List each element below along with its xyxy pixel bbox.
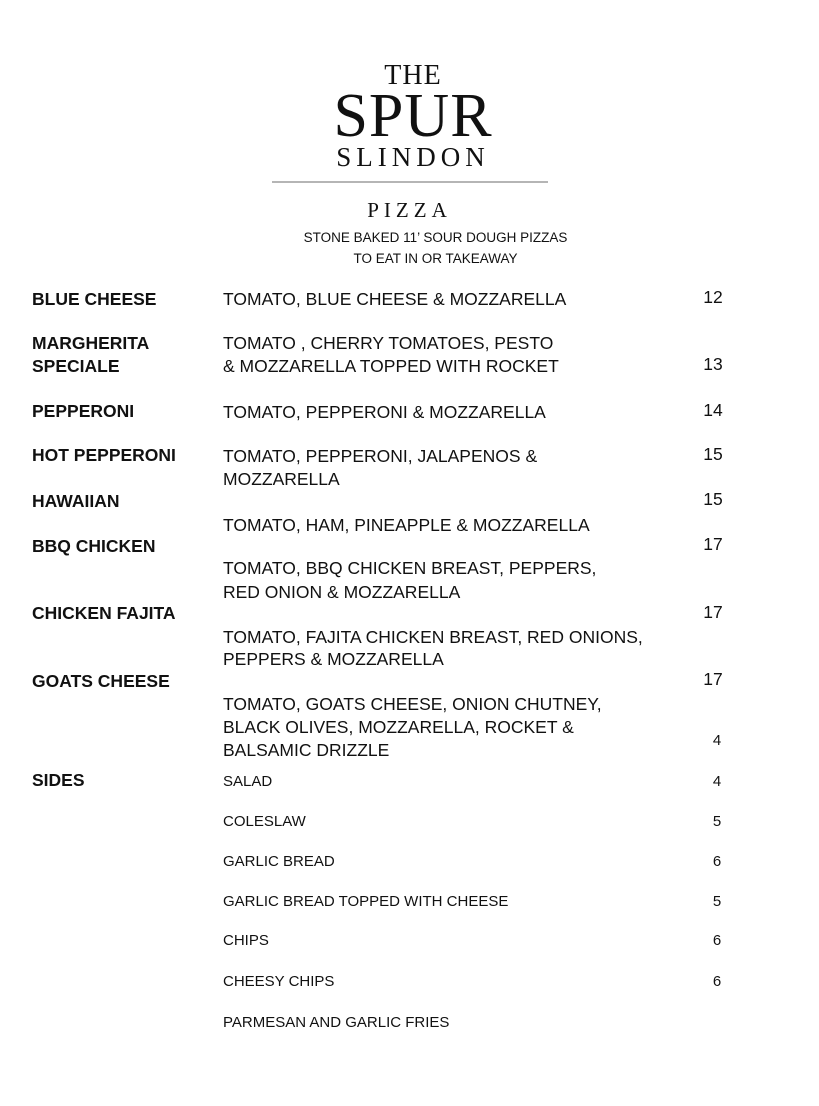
pizza-description: PEPPERS & MOZZARELLA xyxy=(223,649,444,669)
pizza-description: BALSAMIC DRIZZLE xyxy=(223,740,390,760)
pizza-name: BBQ CHICKEN xyxy=(32,536,156,556)
pizza-name: GOATS CHEESE xyxy=(32,671,170,691)
pizza-name: CHICKEN FAJITA xyxy=(32,603,176,623)
section-subtitle-line1: STONE BAKED 11’ SOUR DOUGH PIZZAS xyxy=(303,230,568,245)
logo-spur: SPUR xyxy=(333,82,493,150)
side-item: CHEESY CHIPS xyxy=(223,973,335,990)
pizza-name: PEPPERONI xyxy=(32,401,135,421)
pizza-name: HOT PEPPERONI xyxy=(32,445,176,465)
pizza-description: TOMATO , CHERRY TOMATOES, PESTO xyxy=(223,333,554,353)
side-price: 5 xyxy=(712,813,722,830)
pizza-price: 17 xyxy=(703,602,723,622)
pizza-name: BLUE CHEESE xyxy=(32,289,157,309)
side-price: 6 xyxy=(712,973,722,990)
pizza-price: 12 xyxy=(703,287,723,307)
pizza-description: TOMATO, PEPPERONI & MOZZARELLA xyxy=(223,402,546,422)
pizza-description: TOMATO, GOATS CHEESE, ONION CHUTNEY, xyxy=(223,694,602,714)
side-price: 4 xyxy=(712,732,722,749)
logo-divider xyxy=(272,181,548,183)
pizza-description: TOMATO, BBQ CHICKEN BREAST, PEPPERS, xyxy=(223,558,597,578)
pizza-price: 15 xyxy=(703,489,723,509)
side-price: 6 xyxy=(712,853,722,870)
section-title: PIZZA xyxy=(367,198,452,222)
pizza-price: 14 xyxy=(703,400,723,420)
pizza-description: & MOZZARELLA TOPPED WITH ROCKET xyxy=(223,356,559,376)
pizza-price: 17 xyxy=(703,534,723,554)
pizza-name: MARGHERITA xyxy=(32,333,150,353)
pizza-description: TOMATO, PEPPERONI, JALAPENOS & xyxy=(223,446,538,466)
side-price: 6 xyxy=(712,932,722,949)
side-item: PARMESAN AND GARLIC FRIES xyxy=(223,1014,450,1031)
pizza-price: 17 xyxy=(703,669,723,689)
side-item: SALAD xyxy=(223,773,273,790)
side-item: CHIPS xyxy=(223,932,269,949)
pizza-name: HAWAIIAN xyxy=(32,491,120,511)
side-price: 4 xyxy=(712,773,722,790)
logo-slindon: SLINDON xyxy=(336,142,490,172)
side-price: 5 xyxy=(712,893,722,910)
side-item: GARLIC BREAD xyxy=(223,853,335,870)
side-item: GARLIC BREAD TOPPED WITH CHEESE xyxy=(223,893,509,910)
pizza-description: TOMATO, FAJITA CHICKEN BREAST, RED ONIONS, xyxy=(223,627,643,647)
sides-heading: SIDES xyxy=(32,770,85,790)
pizza-description: TOMATO, HAM, PINEAPPLE & MOZZARELLA xyxy=(223,515,590,535)
pizza-description: BLACK OLIVES, MOZZARELLA, ROCKET & xyxy=(223,717,574,737)
pizza-price: 15 xyxy=(703,444,723,464)
logo-the: THE xyxy=(384,60,442,91)
pizza-description: TOMATO, BLUE CHEESE & MOZZARELLA xyxy=(223,289,567,309)
pizza-description: RED ONION & MOZZARELLA xyxy=(223,582,461,602)
pizza-description: MOZZARELLA xyxy=(223,469,340,489)
side-item: COLESLAW xyxy=(223,813,306,830)
pizza-price: 13 xyxy=(703,354,723,374)
pizza-name: SPECIALE xyxy=(32,356,120,376)
section-subtitle-line2: TO EAT IN OR TAKEAWAY xyxy=(353,251,518,266)
